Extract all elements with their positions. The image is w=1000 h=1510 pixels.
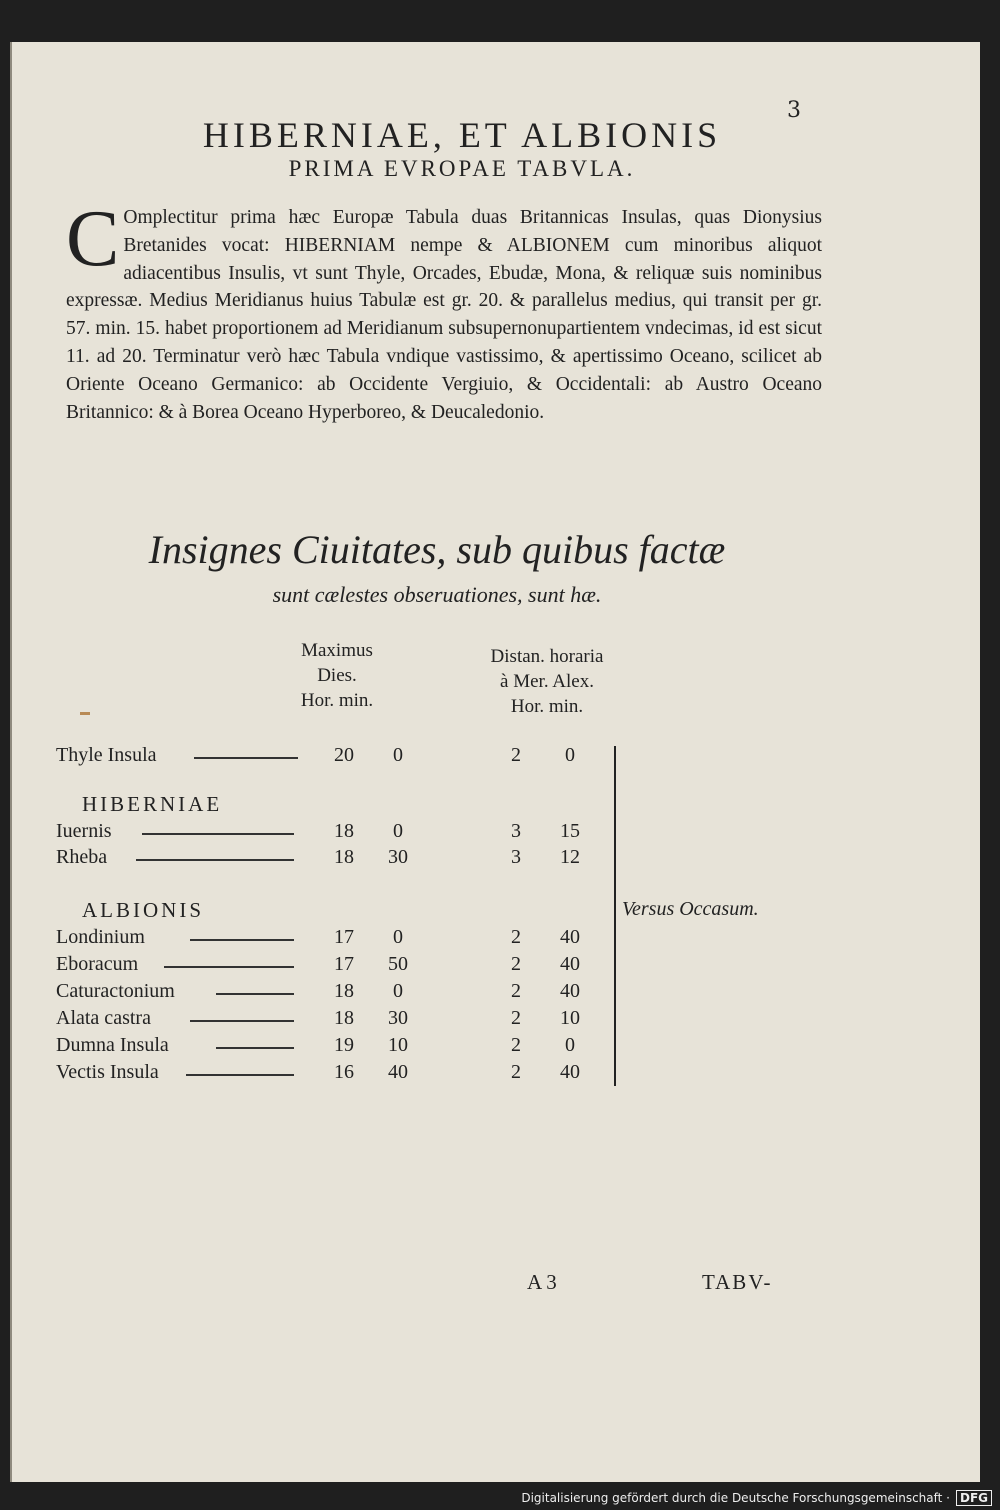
- place-name: Vectis Insula: [56, 1061, 159, 1083]
- dist-minutes: 0: [565, 744, 575, 766]
- column-header-line: Hor. min.: [300, 690, 374, 711]
- footer-credit: [521, 1490, 992, 1506]
- table-row: [12, 1061, 712, 1087]
- max-minutes: 10: [388, 1034, 408, 1056]
- brace-bracket: [614, 746, 616, 1086]
- page-number: 3: [787, 98, 801, 123]
- ink-mark: [80, 712, 90, 715]
- column-header-distan: [462, 644, 632, 719]
- dist-hours: 2: [511, 1007, 521, 1029]
- max-minutes: 0: [393, 980, 403, 1002]
- drop-cap: C: [66, 195, 120, 283]
- max-minutes: 0: [393, 926, 403, 948]
- table-row: [12, 1007, 712, 1033]
- place-name: Eboracum: [56, 953, 139, 975]
- place-name: Alata castra: [56, 1007, 151, 1029]
- max-minutes: 50: [388, 953, 408, 975]
- place-name: Londinium: [56, 926, 145, 948]
- table-row: [12, 953, 712, 979]
- leader-rule: [194, 757, 298, 759]
- table-row: [12, 980, 712, 1006]
- max-hours: 16: [334, 1061, 354, 1083]
- column-header-line: Hor. min.: [510, 696, 584, 717]
- dist-hours: 2: [511, 1061, 521, 1083]
- place-name: Thyle Insula: [56, 744, 157, 766]
- max-minutes: 0: [393, 744, 403, 766]
- page-title: HIBERNIAE, ET ALBIONIS: [202, 115, 722, 155]
- max-hours: 19: [334, 1034, 354, 1056]
- body-text: Omplectitur prima hæc Europæ Tabula duas Britannicas Insulas, quas Dionysius Bretanides vocat: HIBERNIAM nempe & ALBIONEM cum minoribus aliquot adiacentibus Insulis, vt sunt Thyle, Orcades, Ebudæ, Mona, & reliquæ suis nominibus expressæ. Medius Meridianus huius Tabulæ est gr. 20. & parallelus medius, qui transit per gr. 57. min. 15. habet proportionem ad Meridianum subsupernonupartientem vndecimas, id est sicut 11. ad 20. Terminatur verò hæc Tabula vndique vastissimo, & apertissimo Oceano, scilicet ab Oriente Oceano Germanico: ab Occidente Vergiuio, & Occidentali: ab Austro Oceano Britannico: & à Borea Oceano Hyperboreo, & Deucaledonio.: [66, 207, 822, 423]
- dist-hours: 2: [511, 980, 521, 1002]
- table-heading: Insignes Ciuitates, sub quibus factæ: [148, 527, 726, 572]
- place-name: Dumna Insula: [56, 1034, 169, 1056]
- max-hours: 20: [334, 744, 354, 766]
- leader-rule: [136, 859, 294, 861]
- group-heading-albionis: ALBIONIS: [82, 898, 204, 922]
- max-minutes: 30: [388, 846, 408, 868]
- table-row: [12, 846, 712, 872]
- dist-hours: 2: [511, 744, 521, 766]
- dist-hours: 3: [511, 820, 521, 842]
- place-name: Iuernis: [56, 820, 112, 842]
- max-minutes: 40: [388, 1061, 408, 1083]
- table-row: [12, 820, 712, 846]
- dist-hours: 3: [511, 846, 521, 868]
- max-hours: 17: [334, 926, 354, 948]
- dist-minutes: 40: [560, 980, 580, 1002]
- max-hours: 18: [334, 820, 354, 842]
- leader-rule: [190, 939, 294, 941]
- max-hours: 18: [334, 846, 354, 868]
- leader-rule: [190, 1020, 294, 1022]
- group-heading-hiberniae: HIBERNIAE: [82, 792, 223, 816]
- max-hours: 18: [334, 980, 354, 1002]
- column-header-line: Distan. horaria: [490, 646, 604, 667]
- max-minutes: 0: [393, 820, 403, 842]
- leader-rule: [216, 1047, 294, 1049]
- table-row: [12, 1034, 712, 1060]
- column-header-line: à Mer. Alex.: [500, 671, 594, 692]
- table-row: [12, 744, 712, 770]
- place-name: Rheba: [56, 846, 108, 868]
- column-header-line: Dies.: [317, 665, 357, 686]
- book-page: [10, 42, 980, 1482]
- column-header-maximus: [272, 638, 402, 713]
- dist-hours: 2: [511, 926, 521, 948]
- footer-text: Digitalisierung gefördert durch die Deutsche Forschungsgemeinschaft ·: [521, 1491, 950, 1505]
- leader-rule: [164, 966, 294, 968]
- dist-minutes: 12: [560, 846, 580, 868]
- dist-minutes: 15: [560, 820, 580, 842]
- page-subtitle: PRIMA EVROPAE TABVLA.: [288, 156, 636, 181]
- dist-minutes: 10: [560, 1007, 580, 1029]
- body-paragraph: [66, 195, 822, 426]
- place-name: Caturactonium: [56, 980, 175, 1002]
- max-hours: 17: [334, 953, 354, 975]
- max-hours: 18: [334, 1007, 354, 1029]
- dist-minutes: 0: [565, 1034, 575, 1056]
- dist-minutes: 40: [560, 1061, 580, 1083]
- signature-mark: A 3: [527, 1270, 557, 1294]
- dist-minutes: 40: [560, 953, 580, 975]
- table-subheading: sunt cælestes obseruationes, sunt hæ.: [272, 582, 602, 607]
- dist-hours: 2: [511, 1034, 521, 1056]
- dist-hours: 2: [511, 953, 521, 975]
- dist-minutes: 40: [560, 926, 580, 948]
- leader-rule: [142, 833, 294, 835]
- leader-rule: [216, 993, 294, 995]
- dfg-logo: DFG: [956, 1490, 992, 1506]
- bracket-note: Versus Occasum.: [622, 898, 759, 920]
- column-header-line: Maximus: [301, 640, 373, 661]
- max-minutes: 30: [388, 1007, 408, 1029]
- table-row: [12, 926, 712, 952]
- catchword: TABV-: [702, 1270, 773, 1294]
- leader-rule: [186, 1074, 294, 1076]
